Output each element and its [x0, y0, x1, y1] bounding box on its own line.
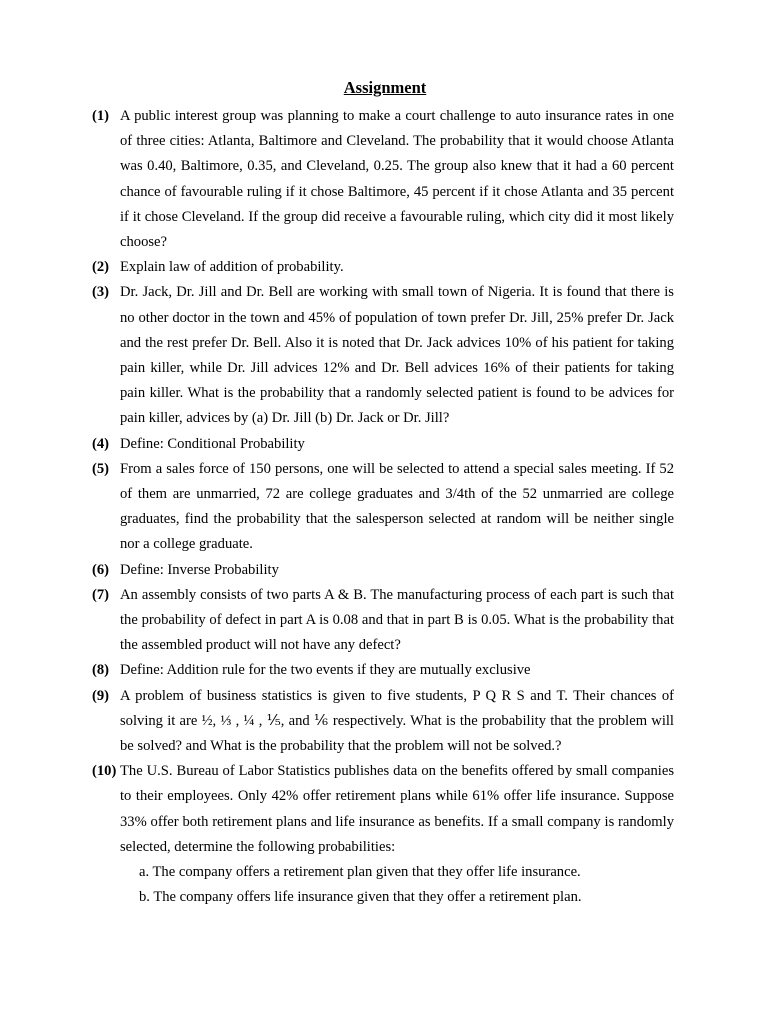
question-text: A problem of business statistics is given to five students, P Q R S and T. Their chances of solving it are ½, ⅓ , ¼ , ⅕, and ⅙ respectively. What is the probability that the problem will be solved? and What is the probability that the problem will not be solved.?	[120, 687, 674, 755]
question-number: (9)	[92, 687, 110, 704]
question-4	[92, 432, 674, 457]
question-number: (3)	[92, 284, 110, 301]
question-number: (5)	[92, 460, 110, 477]
sub-question-a: a. The company offers a retirement plan given that they offer life insurance.	[139, 864, 581, 881]
question-number: (8)	[92, 662, 110, 679]
question-number: (4)	[92, 435, 110, 452]
question-10	[92, 759, 674, 910]
question-8	[92, 658, 674, 683]
question-2	[92, 255, 674, 280]
question-6	[92, 558, 674, 583]
question-text: Dr. Jack, Dr. Jill and Dr. Bell are working with small town of Nigeria. It is found that there is no other doctor in the town and 45% of population of town prefer Dr. Jill, 25% prefer Dr. Jack and the rest prefer Dr. Bell. Also it is noted that Dr. Jack advices 10% of his patient for taking pain killer, while Dr. Jill advices 12% and Dr. Bell advices 16% of their patients for taking pain killer. What is the probability that a randomly selected patient is found to be advices for pain killer, advices by (a) Dr. Jill (b) Dr. Jack or Dr. Jill?	[120, 284, 674, 427]
question-text: An assembly consists of two parts A & B. The manufacturing process of each part is such that the probability of defect in part A is 0.08 and that in part B is 0.05. What is the probability that the assembled product will not have any defect?	[120, 586, 674, 654]
question-text: Define: Conditional Probability	[120, 435, 305, 452]
question-number: (10)	[92, 763, 117, 780]
sub-question-b: b. The company offers life insurance given that they offer a retirement plan.	[139, 889, 582, 906]
question-text: Define: Addition rule for the two events if they are mutually exclusive	[120, 662, 531, 679]
question-text: Define: Inverse Probability	[120, 561, 279, 578]
page-title: Assignment	[343, 78, 427, 97]
question-7	[92, 583, 674, 659]
question-9	[92, 684, 674, 760]
question-1	[92, 104, 674, 255]
question-number: (6)	[92, 561, 110, 578]
question-text: A public interest group was planning to make a court challenge to auto insurance rates in one of three cities: Atlanta, Baltimore and Cleveland. The probability that it would choose Atlanta was 0.40, Baltimore, 0.35, and Cleveland, 0.25. The group also knew that it had a 60 percent chance of favourable ruling if it chose Baltimore, 45 percent if it chose Atlanta and 35 percent if it chose Cleveland. If the group did receive a favourable ruling, which city did it most likely choose?	[120, 108, 674, 251]
question-text: Explain law of addition of probability.	[120, 259, 344, 276]
question-number: (2)	[92, 259, 110, 276]
question-3	[92, 280, 674, 431]
question-list	[92, 104, 674, 911]
question-5	[92, 457, 674, 558]
question-text: From a sales force of 150 persons, one will be selected to attend a special sales meeting. If 52 of them are unmarried, 72 are college graduates and 3/4th of the 52 unmarried are college graduates, find the probability that the salesperson selected at random will be neither single nor a college graduate.	[120, 460, 674, 553]
question-body	[120, 759, 674, 910]
question-text: The U.S. Bureau of Labor Statistics publishes data on the benefits offered by small companies to their employees. Only 42% offer retirement plans while 61% offer life insurance. Suppose 33% offer both retirement plans and life insurance as benefits. If a small company is randomly selected, determine the following probabilities:	[120, 763, 674, 855]
question-number: (7)	[92, 586, 110, 603]
sub-question-list	[120, 860, 674, 910]
question-number: (1)	[92, 108, 110, 124]
